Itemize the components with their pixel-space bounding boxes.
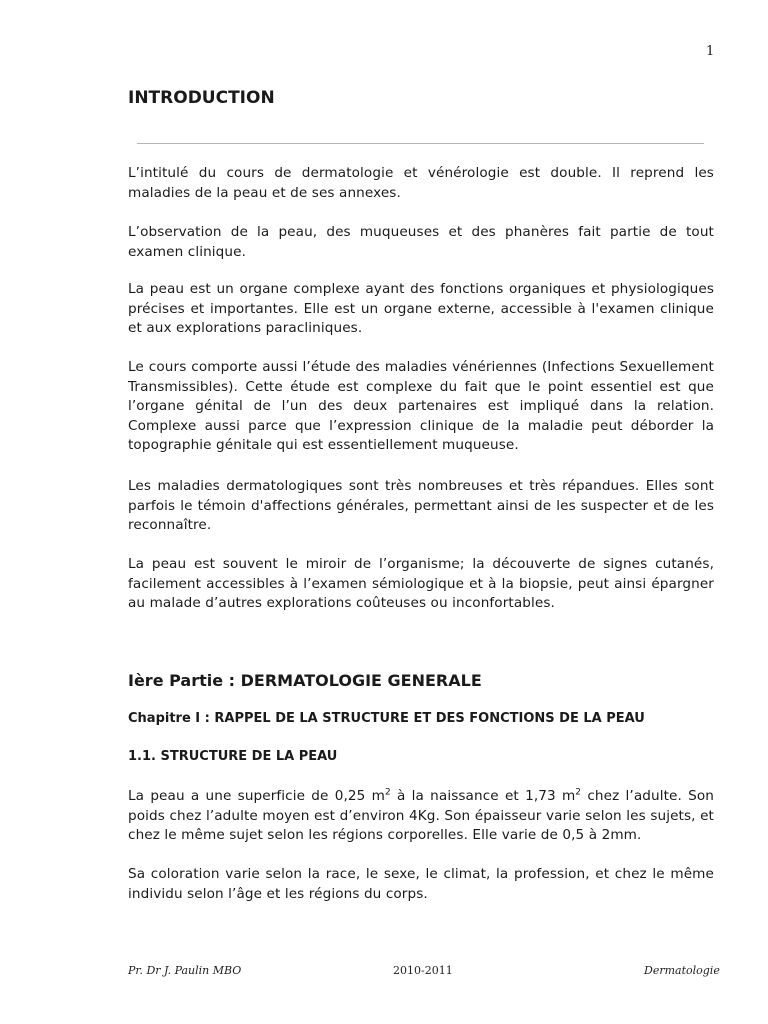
structure-paragraph-1: La peau a une superficie de 0,25 $m^2$ à la naissance et 1,73 $m^2$ chez l’adulte. Son poids chez l’adulte moyen est d’environ 4Kg. Son épaisseur varie selon les sujets, et chez le même sujet selon les régions corporelles. Elle varie de 0,5 à 2mm. (128, 787, 714, 844)
horizontal-rule (137, 143, 704, 144)
intro-paragraph-5: Les maladies dermatologiques sont très nombreuses et très répandues. Elles sont parfois le témoin d'affections générales, permettant ainsi de les suspecter et de les reconnaître. (128, 478, 714, 534)
structure-paragraph-2: Sa coloration varie selon la race, le sexe, le climat, la profession, et chez le même individu selon l’âge et les régions du corps. (128, 866, 714, 902)
footer-subject: Dermatologie (644, 964, 720, 977)
intro-paragraph-3: La peau est un organe complexe ayant des fonctions organiques et physiologiques précises et importantes. Elle est un organe externe, accessible à l'examen clinique et aux explorations paracliniques. (128, 281, 714, 337)
introduction-title: INTRODUCTION (128, 88, 275, 108)
intro-paragraph-6: La peau est souvent le miroir de l’organisme; la découverte de signes cutanés, facilement accessibles à l’examen sémiologique et à la biopsie, peut ainsi épargner au malade d’autres explorations coûteuses ou inconfortables. (128, 556, 714, 612)
intro-paragraph-4: Le cours comporte aussi l’étude des maladies vénériennes (Infections Sexuellement Transmissibles). Cette étude est complexe du fait que le point essentiel est que l’organe génital de l’un des deux partenaires est impliqué dans la relation. Complexe aussi parce que l’expression clinique de la maladie peut déborder la topographie génitale qui est essentiellement muqueuse. (128, 359, 714, 454)
footer-year: 2010-2011 (393, 964, 453, 977)
chapter-title: Chapitre I : RAPPEL DE LA STRUCTURE ET DES FONCTIONS DE LA PEAU (128, 711, 645, 726)
footer-author: Pr. Dr J. Paulin MBO (128, 964, 242, 977)
page-number: 1 (706, 44, 715, 59)
intro-paragraph-2: L’observation de la peau, des muqueuses et des phanères fait partie de tout examen clinique. (128, 224, 714, 260)
intro-paragraph-1: L’intitulé du cours de dermatologie et vénérologie est double. Il reprend les maladies de la peau et de ses annexes. (128, 165, 714, 201)
section-title: 1.1. STRUCTURE DE LA PEAU (128, 749, 338, 764)
part-title: Ière Partie : DERMATOLOGIE GENERALE (128, 671, 482, 690)
